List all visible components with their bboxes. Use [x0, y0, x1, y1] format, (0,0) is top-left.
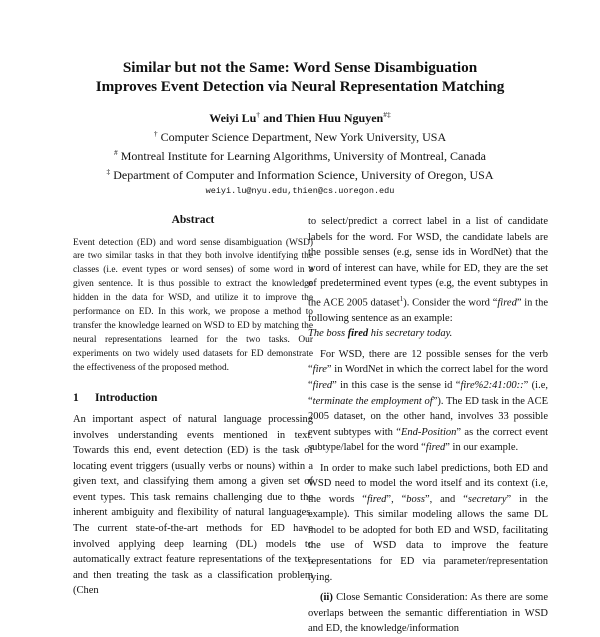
title-line-1: Similar but not the Same: Word Sense Disambiguation [122, 59, 478, 76]
abstract-heading: Abstract [171, 214, 215, 226]
author-1-mark: † [256, 110, 261, 119]
section-heading-introduction [73, 391, 313, 407]
example-sentence: The boss fired his secretary today. [308, 328, 453, 340]
left-column [73, 210, 313, 599]
right-paragraph-3: In order to make such label predictions, both ED and WSD need to model the word itself and its context (i.e, the words “fired”, “boss”, and “secretary” in the example). This similar modeling allows the same DL model to be adopted for both ED and WSD, facilitating the use of WSD data to improve the feature representations for ED via parameter/representation tying. [308, 462, 549, 583]
intro-paragraph: An important aspect of natural language processing involves understanding events mentioned in text. Towards this end, event detection (ED) is the task of locating event triggers (usually verbs or nouns) within a given text, and classifying them among a given set of event types. This task remains challenging due to the inherent ambiguity and flexibility of natural languages. The current state-of-the-art methods for ED have involved applying deep learning (DL) models to automatically extract feature representations of the text, and then treating the task as a classification problem (Chen [73, 414, 313, 597]
right-paragraph-4: (ii) Close Semantic Consideration: As there are some overlaps between the semantic differentiation in WSD and ED, the knowledge/information [308, 592, 548, 635]
author-emails[interactable]: weiyi.lu@nyu.edu,thien@cs.uoregon.edu [205, 186, 395, 196]
title-line-2: Improves Event Detection via Neural Representation Matching [95, 78, 505, 95]
section-title: Introduction [95, 391, 158, 404]
affiliation-3: ‡ Department of Computer and Information Science, University of Oregon, USA [106, 167, 494, 182]
author-conjunction: and [263, 111, 283, 125]
right-paragraph-2: For WSD, there are 12 possible senses for the verb “fire” in WordNet in which the correct label for the word “fired” in this case is the sense id “fire%2:41:00::” (i.e, “terminate the employment of”). The ED task in the ACE 2005 dataset, on the other hand, involves 33 possible event subtypes with “End-Position” as the correct event subtype/label for the word “fired” in our example. [308, 348, 549, 454]
section-number: 1 [73, 391, 79, 404]
author-block [0, 107, 600, 199]
right-column [308, 214, 548, 637]
right-paragraph-1: to select/predict a correct label in a list of candidate labels for the word. For WSD, the candidate labels are the possible senses (e.g, sense ids in WordNet) that the word of interest can have, while for ED, they are the set of predetermined event types (e.g, the event subtypes in the ACE 2005 dataset$^1$). Consider the word “fired” in the following sentence as an example: [308, 216, 549, 324]
affiliation-2: # Montreal Institute for Learning Algorithms, University of Montreal, Canada [114, 148, 486, 163]
author-1: Weiyi Lu [209, 111, 257, 125]
paper-title [0, 58, 600, 96]
author-names [0, 107, 600, 126]
abstract-text: Event detection (ED) and word sense disambiguation (WSD) are two similar tasks in that they both involve identifying the classes (i.e. event types or word senses) of some word in a given sentence. It is thus possible to extract the knowledge hidden in the data for WSD, and utilize it to improve the performance on ED. In this work, we propose a method to transfer the knowledge learned on WSD to ED by matching the neural representations learned for the two tasks. Our experiments on two widely used datasets for ED demonstrate the effectiveness of the proposed method. [73, 237, 313, 373]
footnote-marker[interactable]: 1 [399, 294, 404, 303]
author-2: Thien Huu Nguyen [285, 111, 384, 125]
affiliation-1: † Computer Science Department, New York University, USA [153, 129, 447, 144]
author-2-mark: #‡ [383, 110, 391, 119]
